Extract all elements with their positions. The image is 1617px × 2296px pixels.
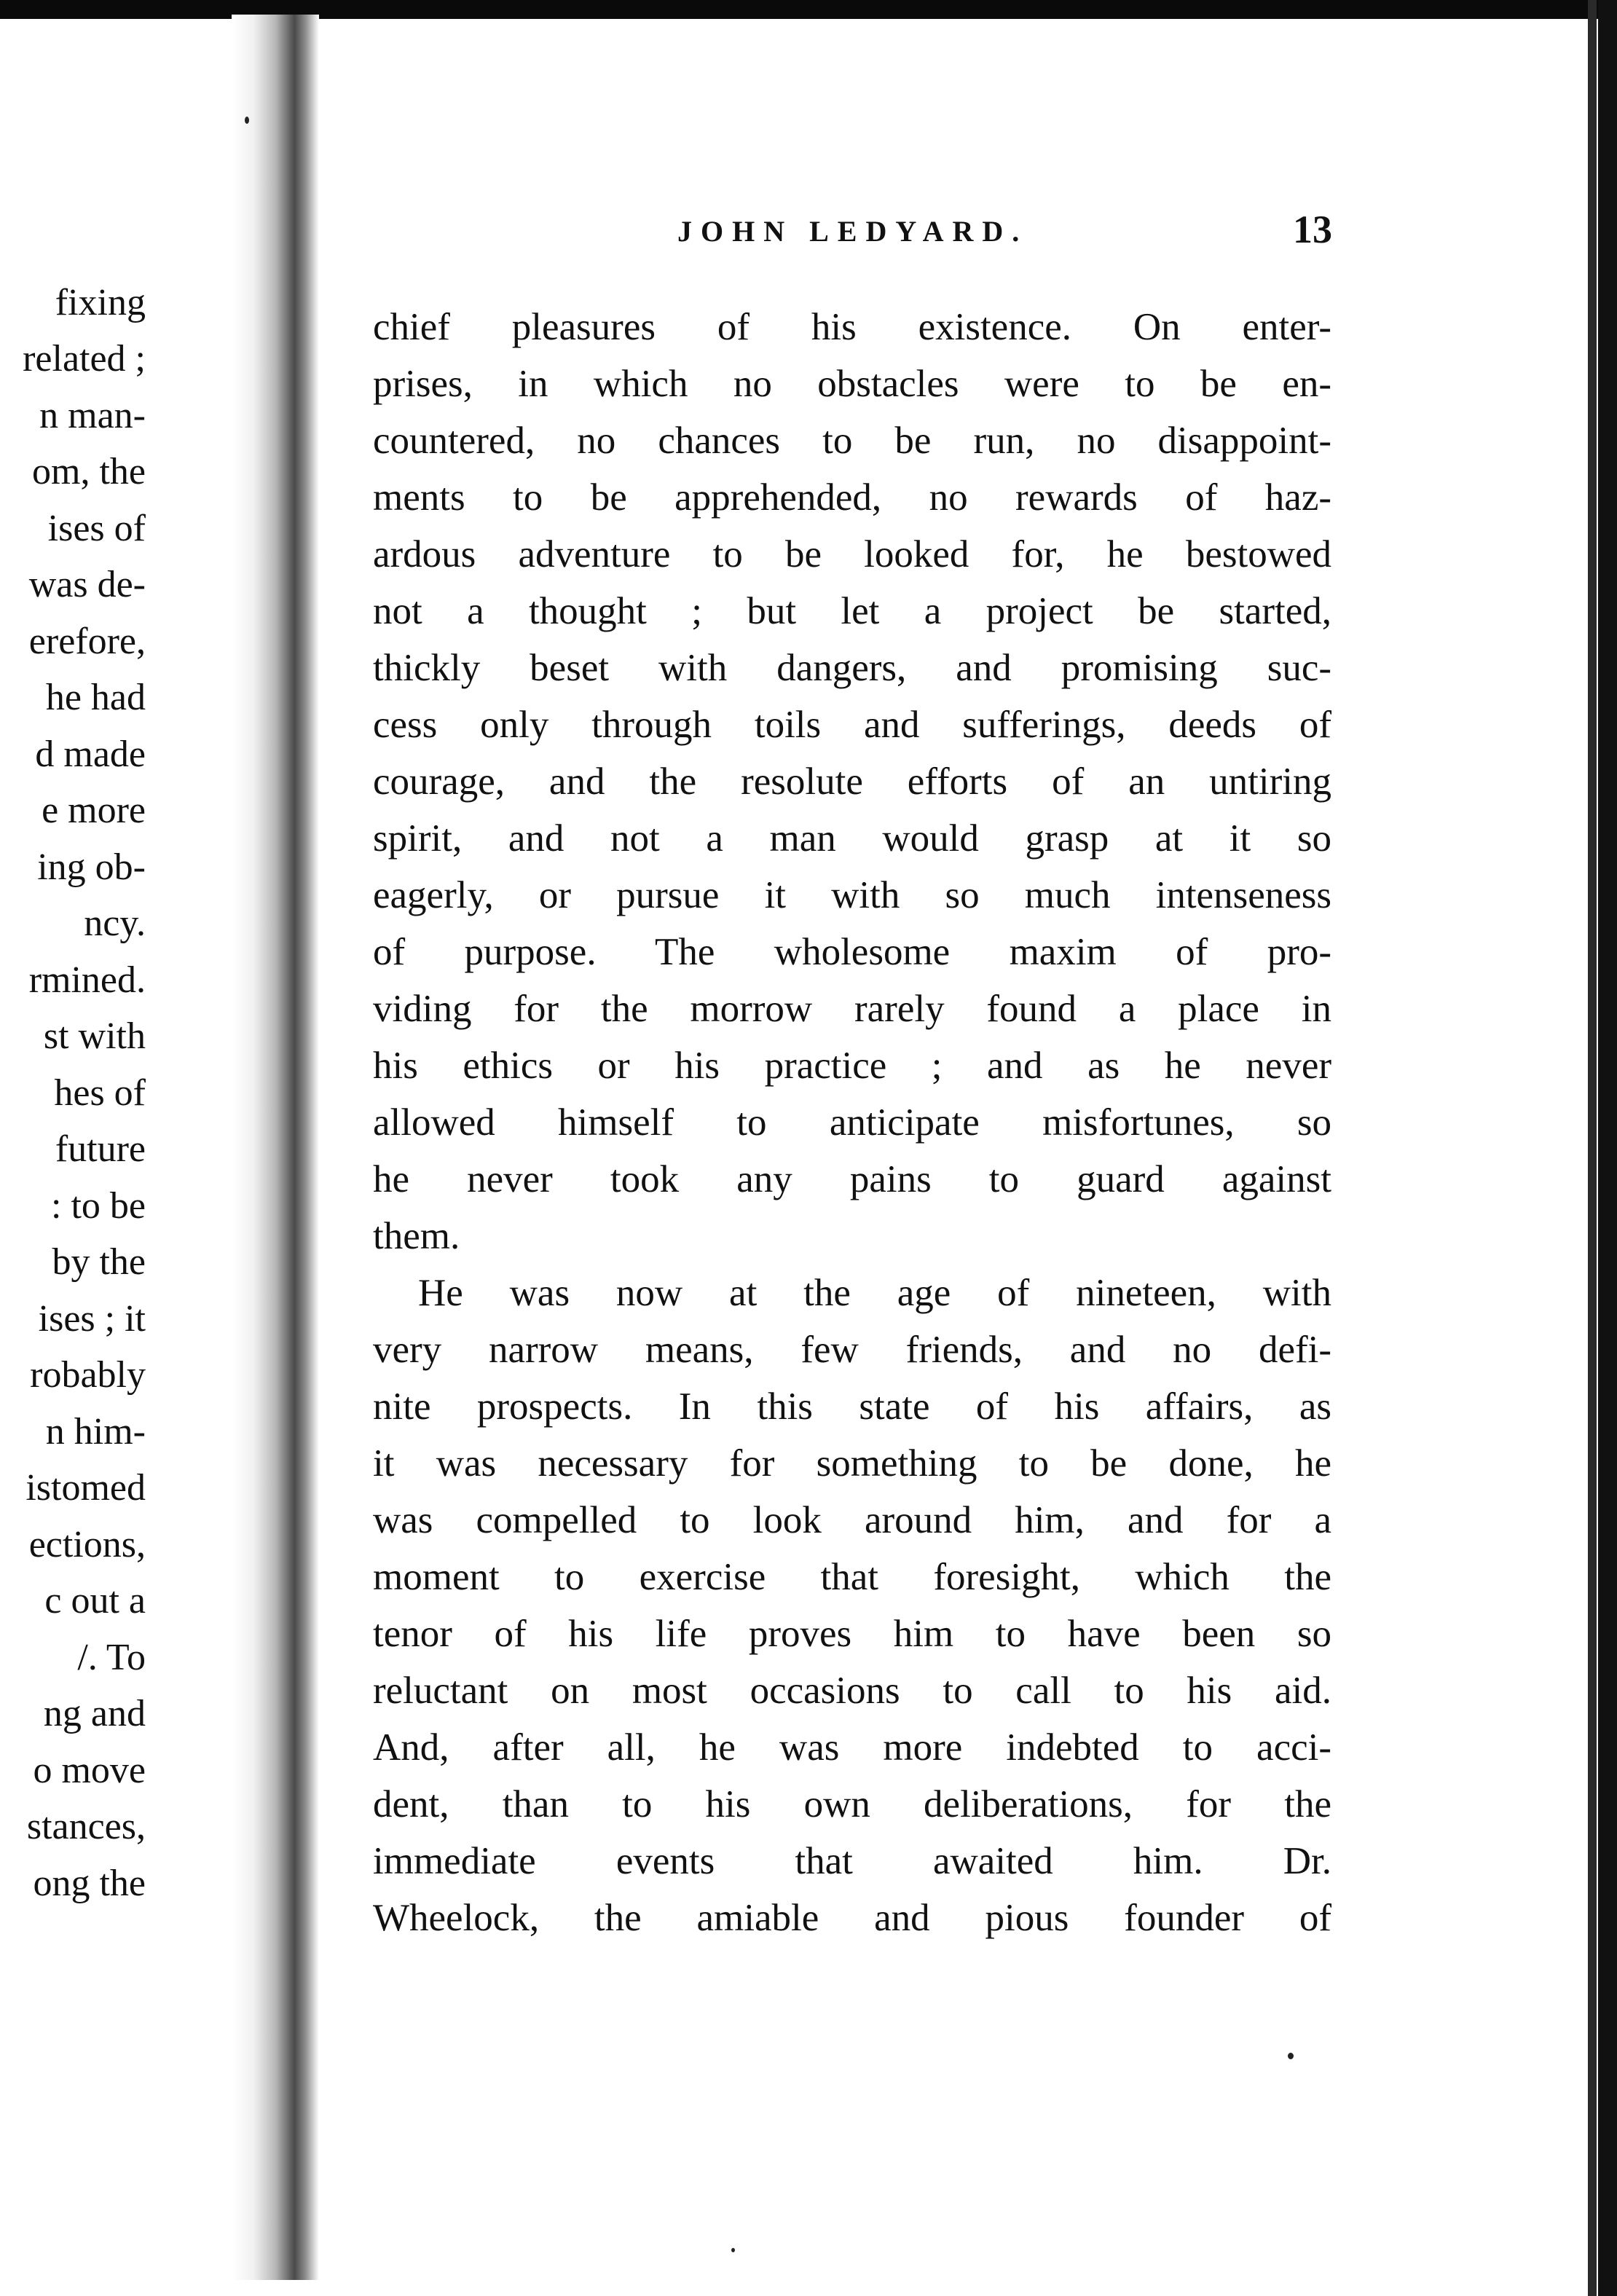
text-line: prises, in which no obstacles were to be en- [373, 363, 1331, 405]
text-line: nite prospects. In this state of his affairs, as [373, 1385, 1331, 1428]
left-page-line: fixing [55, 282, 146, 323]
text-line: his ethics or his practice ; and as he never [373, 1045, 1331, 1087]
left-page-line: related ; [23, 338, 146, 380]
text-line: thickly beset with dangers, and promising suc- [373, 647, 1331, 689]
left-page-line: n him- [45, 1411, 146, 1452]
text-line: not a thought ; but let a project be started, [373, 590, 1331, 632]
text-line: Wheelock, the amiable and pious founder of [373, 1897, 1331, 1939]
left-page-line: robably [30, 1354, 146, 1396]
left-page-line: he had [45, 677, 146, 718]
left-page-line: hes of [54, 1072, 146, 1114]
left-page-line: n man- [39, 395, 146, 436]
text-line: viding for the morrow rarely found a place in [373, 988, 1331, 1030]
left-page-line: ises of [47, 508, 146, 549]
text-line: of purpose. The wholesome maxim of pro- [373, 931, 1331, 973]
print-speck [245, 117, 249, 124]
text-line: he never took any pains to guard against [373, 1158, 1331, 1200]
text-line: And, after all, he was more indebted to acci- [373, 1726, 1331, 1769]
left-page-line: ections, [28, 1524, 146, 1565]
text-line: ments to be apprehended, no rewards of haz- [373, 476, 1331, 519]
left-page-line: o move [33, 1750, 146, 1791]
left-page-line: st with [43, 1015, 146, 1057]
text-line: moment to exercise that foresight, which the [373, 1556, 1331, 1598]
left-page-line: was de- [28, 564, 146, 605]
text-line: it was necessary for something to be done, he [373, 1442, 1331, 1485]
left-page-line: ing ob- [37, 846, 146, 888]
left-page-line: rmined. [28, 959, 146, 1001]
left-page-line: erefore, [28, 621, 146, 662]
left-page-line: ong the [33, 1863, 146, 1904]
left-page-line: d made [35, 734, 146, 775]
text-line: spirit, and not a man would grasp at it so [373, 817, 1331, 860]
page-right-edge [1588, 0, 1597, 2296]
text-line: reluctant on most occasions to call to his aid. [373, 1670, 1331, 1712]
page-number: 13 [1293, 208, 1332, 251]
left-page-line: ng and [43, 1693, 146, 1734]
left-page-line: om, the [32, 451, 146, 492]
text-line: immediate events that awaited him. Dr. [373, 1840, 1331, 1882]
text-line: courage, and the resolute efforts of an untiring [373, 760, 1331, 803]
text-line: countered, no chances to be run, no disappoint- [373, 420, 1331, 462]
print-speck [731, 2248, 735, 2252]
text-line: chief pleasures of his existence. On enter- [373, 306, 1331, 348]
text-line: very narrow means, few friends, and no defi- [373, 1329, 1331, 1371]
body-text [373, 299, 1331, 1946]
left-page-line: ises ; it [38, 1298, 146, 1340]
book-gutter-shadow [232, 15, 319, 2280]
left-page-line: ncy. [84, 903, 146, 944]
running-head: JOHN LEDYARD. [677, 215, 1028, 248]
left-page-line: /. To [77, 1637, 146, 1678]
left-page-line: : to be [51, 1185, 146, 1227]
text-line: cess only through toils and sufferings, deeds of [373, 704, 1331, 746]
print-speck [1288, 2053, 1294, 2059]
text-line: allowed himself to anticipate misfortunes, so [373, 1101, 1331, 1144]
text-line: ardous adventure to be looked for, he bestowed [373, 533, 1331, 575]
left-page-line: c out a [44, 1580, 146, 1621]
text-line: eagerly, or pursue it with so much intenseness [373, 874, 1331, 916]
scan-right-border [1598, 0, 1617, 2296]
text-line: them. [373, 1215, 460, 1257]
text-line: He was now at the age of nineteen, with [418, 1272, 1331, 1314]
text-line: dent, than to his own deliberations, for the [373, 1783, 1331, 1825]
left-page-line: stances, [26, 1806, 146, 1847]
left-page-line: e more [42, 790, 146, 831]
text-line: tenor of his life proves him to have been so [373, 1613, 1331, 1655]
text-line: was compelled to look around him, and for a [373, 1499, 1331, 1541]
left-page-line: istomed [25, 1467, 146, 1509]
left-page-line: future [55, 1128, 146, 1170]
left-page-line: by the [52, 1241, 146, 1283]
